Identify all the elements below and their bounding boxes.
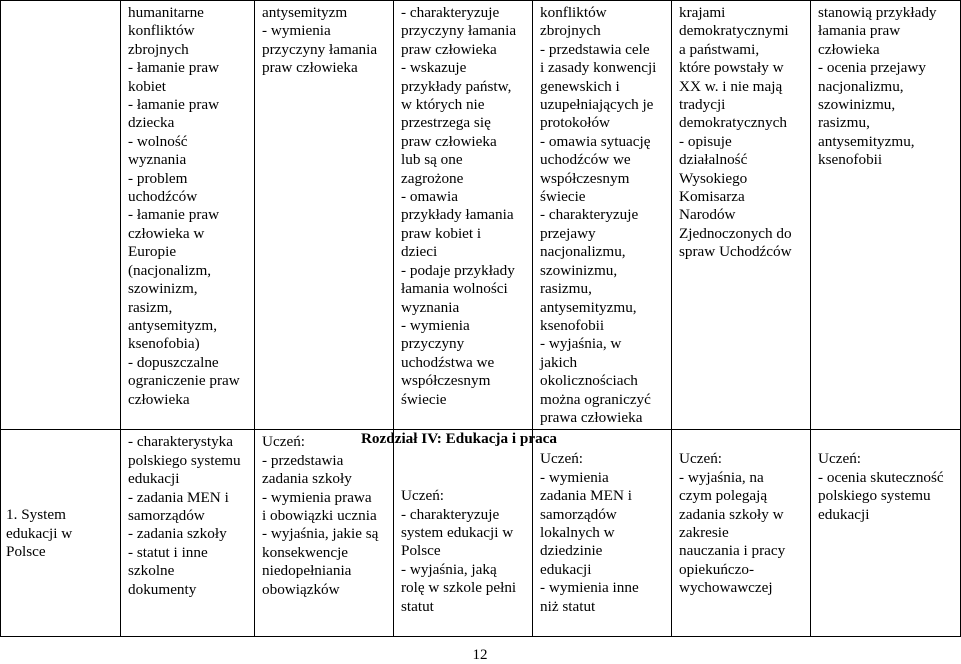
cell-topic xyxy=(1,1,121,430)
cell-requirements-grade4: konfliktów zbrojnych - przedstawia cele i zasady konwencji genewskich i uzupełniających je protokołów - omawia sytuację uchodźców we współczesnym świecie - charakteryzuje przejawy nacjonalizmu, szowinizmu, rasizmu, antysemityzmu, ksenofobii - wyjaśnia, w jakich okolicznościach można ograniczyć prawa człowieka xyxy=(533,1,672,430)
cell-requirements-grade6: Uczeń: - ocenia skuteczność polskiego systemu edukacji xyxy=(811,430,961,637)
chapter-heading: Rozdział IV: Edukacja i praca xyxy=(360,430,558,448)
cell-topic: 1. System edukacji w Polsce xyxy=(1,430,121,637)
cell-content: - charakterystyka polskiego systemu edukacji - zadania MEN i samorządów - zadania szkoły - statut i inne szkolne dokumenty xyxy=(121,430,255,637)
cell-requirements-grade4: Uczeń: - wymienia zadania MEN i samorządów lokalnych w dziedzinie edukacji - wymienia inne niż statut xyxy=(533,430,672,637)
table-row xyxy=(1,430,961,637)
cell-text: Uczeń: - charakteryzuje system edukacji w Polsce - wyjaśnia, jaką rolę w szkole pełni statut xyxy=(401,487,517,615)
cell-requirements-grade6: stanowią przykłady łamania praw człowieka - ocenia przejawy nacjonalizmu, szowinizmu, rasizmu, antysemityzmu, ksenofobii xyxy=(811,1,961,430)
page-number: 12 xyxy=(472,647,488,663)
cell-requirements-grade5: krajami demokratycznymi a państwami, które powstały w XX w. i nie mają tradycji demokratycznych - opisuje działalność Wysokiego Komisarza Narodów Zjednoczonych do spraw Uchodźców xyxy=(672,1,811,430)
cell-requirements-grade2: antysemityzm - wymienia przyczyny łamania praw człowieka xyxy=(255,1,394,430)
cell-content: humanitarne konfliktów zbrojnych - łamanie praw kobiet - łamanie praw dziecka - wolność wyznania - problem uchodźców - łamanie praw człowieka w Europie (nacjonalizm, szowinizm, rasizm, antysemityzm, ksenofobia) - dopuszczalne ograniczenie praw człowieka xyxy=(121,1,255,430)
table-row xyxy=(1,1,961,430)
cell-requirements-grade3: - charakteryzuje przyczyny łamania praw człowieka - wskazuje przykłady państw, w których nie przestrzega się praw człowieka lub są one zagrożone - omawia przykłady łamania praw kobiet i dzieci - podaje przykłady łamania wolności wyznania - wymienia przyczyny uchodźstwa we współczesnym świecie xyxy=(394,1,533,430)
cell-requirements-grade2: Uczeń: - przedstawia zadania szkoły - wymienia prawa i obowiązki ucznia - wyjaśnia, jakie są konsekwencje niedopełniania obowiązków xyxy=(255,430,394,637)
cell-requirements-grade3 xyxy=(360,430,558,637)
cell-requirements-grade5: Uczeń: - wyjaśnia, na czym polegają zadania szkoły w zakresie nauczania i pracy opiekuńczo- wychowawczej xyxy=(672,430,811,637)
